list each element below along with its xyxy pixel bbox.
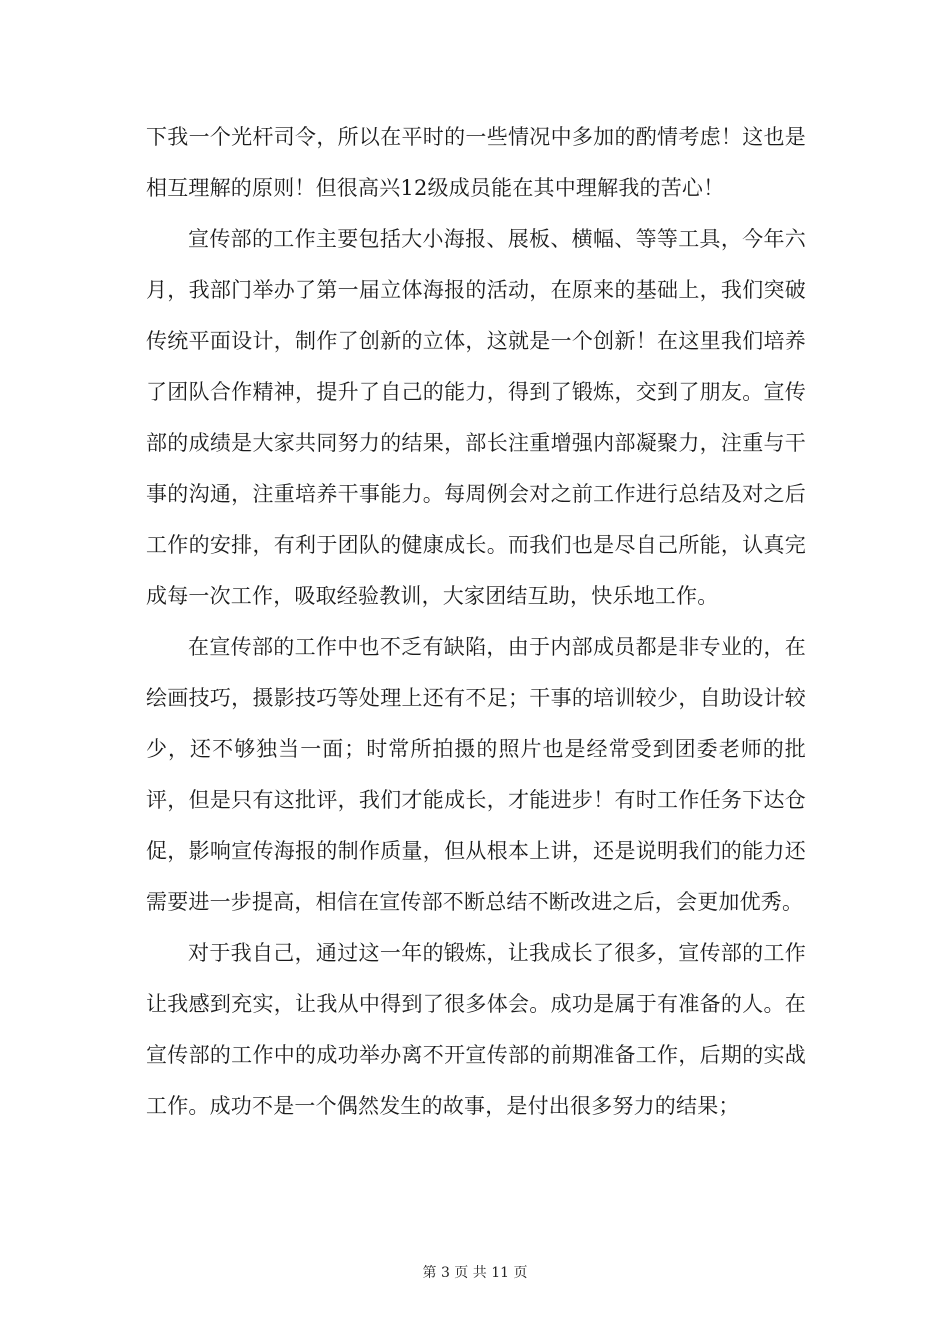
paragraph-2: 宣传部的工作主要包括大小海报、展板、横幅、等等工具，今年六月，我部门举办了第一届立体海报的活动，在原来的基础上，我们突破传统平面设计，制作了创新的立体，这就是一个创新！在这里我们培养了团队合作精神，提升了自己的能力，得到了锻炼，交到了朋友。宣传部的成绩是大家共同努力的结果，部长注重增强内部凝聚力，注重与干事的沟通，注重培养干事能力。每周例会对之前工作进行总结及对之后工作的安排，有利于团队的健康成长。而我们也是尽自己所能，认真完成每一次工作，吸取经验教训，大家团结互助，快乐地工作。 xyxy=(146,227,806,608)
document-body xyxy=(146,112,806,1132)
paragraph-4: 对于我自己，通过这一年的锻炼，让我成长了很多，宣传部的工作让我感到充实，让我从中得到了很多体会。成功是属于有准备的人。在宣传部的工作中的成功举办离不开宣传部的前期准备工作，后期的实战工作。成功不是一个偶然发生的故事，是付出很多努力的结果； xyxy=(146,941,806,1118)
page-number-footer: 第 3 页 共 11 页 xyxy=(422,1265,528,1281)
paragraph-3: 在宣传部的工作中也不乏有缺陷，由于内部成员都是非专业的，在绘画技巧，摄影技巧等处理上还有不足；干事的培训较少，自助设计较少，还不够独当一面；时常所拍摄的照片也是经常受到团委老师的批评，但是只有这批评，我们才能成长，才能进步！有时工作任务下达仓促，影响宣传海报的制作质量，但从根本上讲，还是说明我们的能力还需要进一步提高，相信在宣传部不断总结不断改进之后，会更加优秀。 xyxy=(146,635,806,914)
paragraph-1: 下我一个光杆司令，所以在平时的一些情况中多加的酌情考虑！这也是相互理解的原则！但很高兴12级成员能在其中理解我的苦心！ xyxy=(146,125,806,200)
